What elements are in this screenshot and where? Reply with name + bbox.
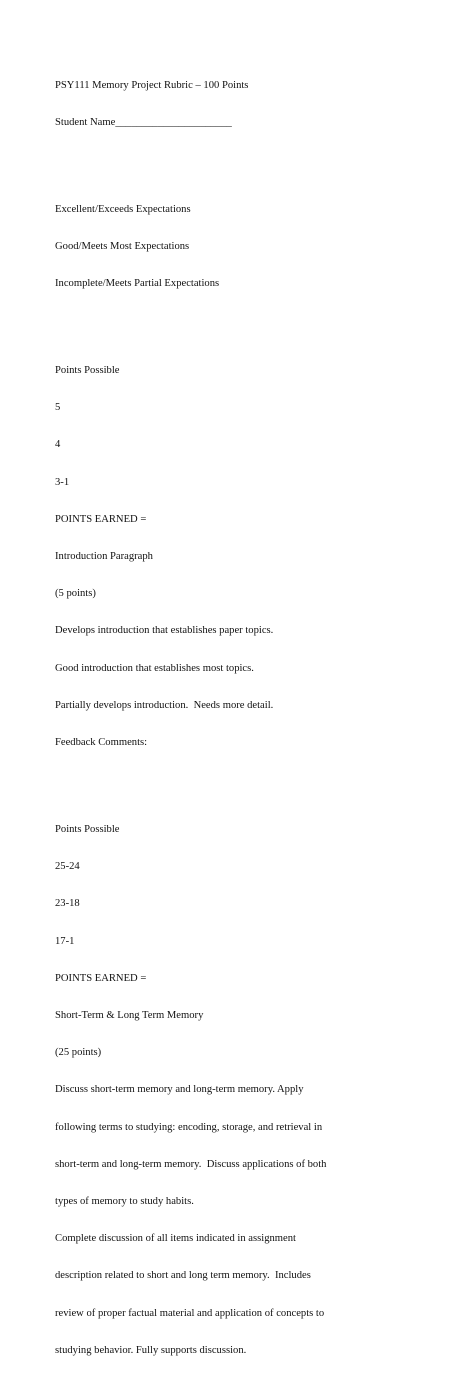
section2-desc-good-line: Complete discussion of all items indicated in assignment [55, 1233, 296, 1245]
section1-desc-excellent: Develops introduction that establishes paper topics. [55, 625, 274, 637]
section2-name: Short-Term & Long Term Memory [55, 1009, 204, 1021]
scale-good: Good/Meets Most Expectations [55, 241, 190, 253]
section2-points: (25 points) [55, 1047, 102, 1059]
section1-desc-good: Good introduction that establishes most topics. [55, 662, 254, 674]
student-name-line: Student Name______________________ [55, 117, 232, 129]
section2-points-possible: Points Possible [55, 823, 120, 835]
section1-desc-incomplete: Partially develops introduction. Needs more detail. [55, 699, 274, 711]
section1-name: Introduction Paragraph [55, 551, 153, 563]
section1-points-good: 4 [55, 439, 61, 451]
section2-desc-excellent-line: Discuss short-term memory and long-term memory. Apply [55, 1084, 304, 1096]
section1-points-incomplete: 3-1 [55, 476, 70, 488]
spacer [55, 315, 415, 327]
section1-points: (5 points) [55, 588, 96, 600]
section1-points-excellent: 5 [55, 402, 61, 414]
scale-excellent: Excellent/Exceeds Expectations [55, 203, 191, 215]
section2-desc-good-line: description related to short and long term memory. Includes [55, 1270, 311, 1282]
document-title: PSY111 Memory Project Rubric – 100 Points [55, 79, 249, 91]
section2-desc-excellent-line: types of memory to study habits. [55, 1195, 194, 1207]
scale-incomplete: Incomplete/Meets Partial Expectations [55, 278, 220, 290]
section1-points-earned: POINTS EARNED = [55, 513, 147, 525]
section2-desc-excellent-line: following terms to studying: encoding, storage, and retrieval in [55, 1121, 323, 1133]
section2-points-earned: POINTS EARNED = [55, 972, 147, 984]
spacer [55, 154, 415, 166]
section1-feedback: Feedback Comments: [55, 737, 148, 749]
section1-points-possible: Points Possible [55, 365, 120, 377]
section2-points-good: 23-18 [55, 898, 80, 910]
section2-points-incomplete: 17-1 [55, 935, 75, 947]
section2-points-excellent: 25-24 [55, 861, 80, 873]
section2-desc-excellent-line: short-term and long-term memory. Discuss applications of both [55, 1158, 327, 1170]
section2-desc-good-line: studying behavior. Fully supports discussion. [55, 1344, 247, 1356]
rubric-text [55, 55, 415, 1382]
section2-desc-good-line: review of proper factual material and application of concepts to [55, 1307, 325, 1319]
spacer [55, 774, 415, 786]
